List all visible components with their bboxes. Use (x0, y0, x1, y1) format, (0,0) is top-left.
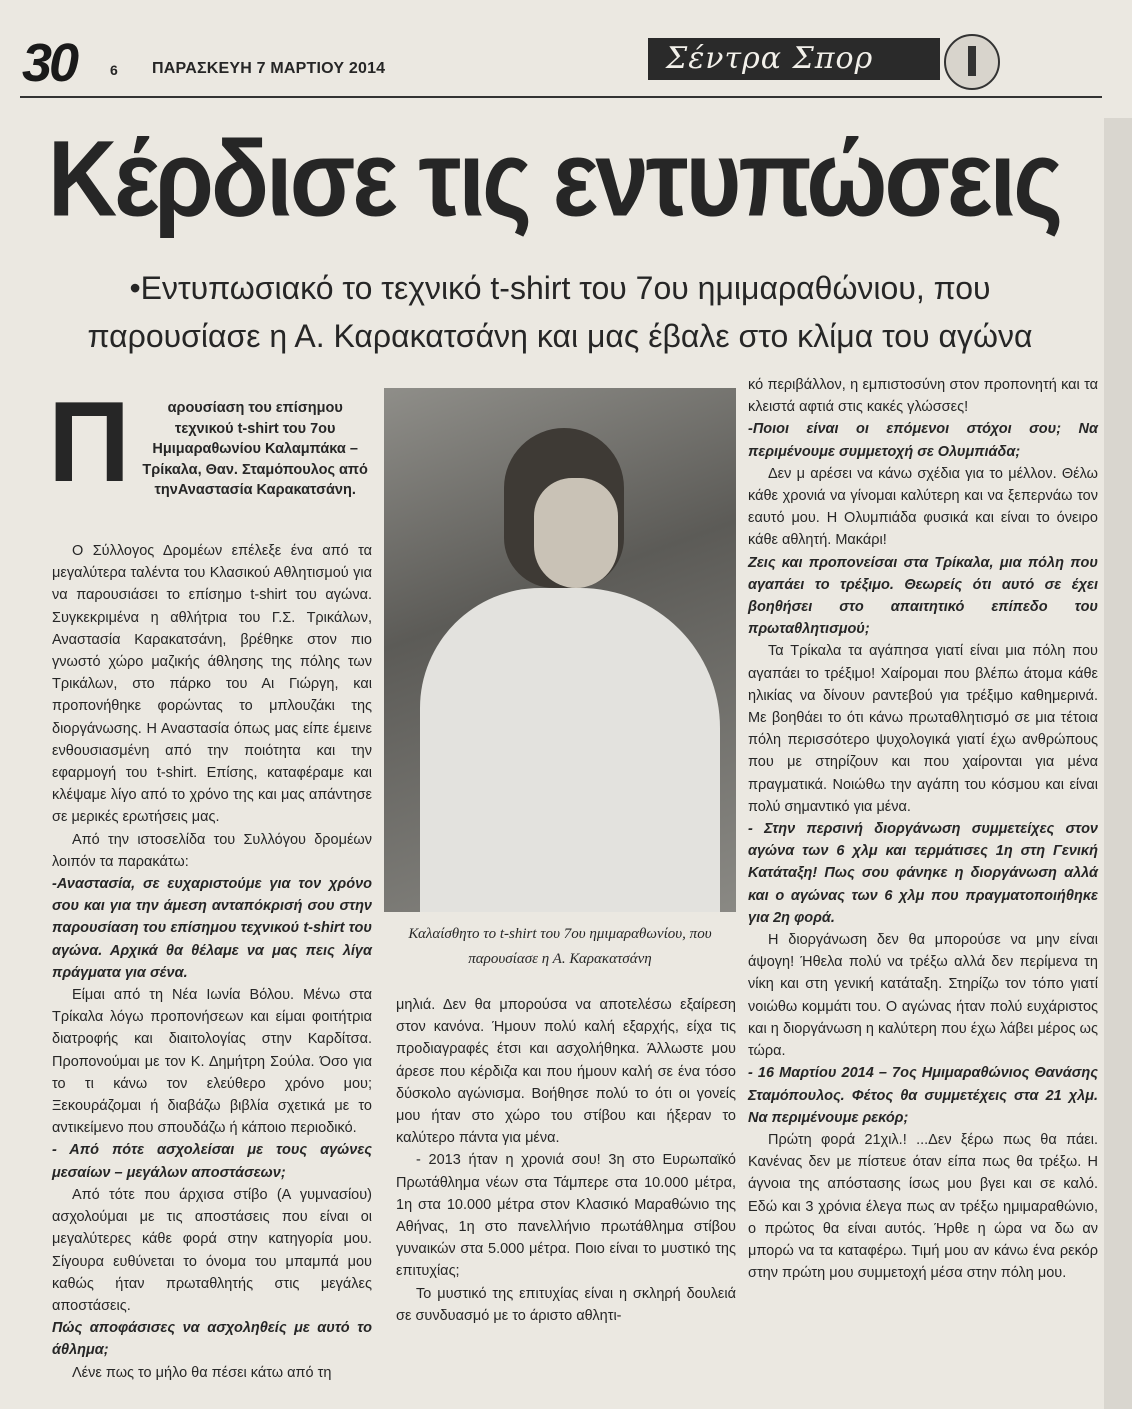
paragraph: Ο Σύλλογος Δρομέων επέλεξε ένα από τα μεγαλύτερα ταλέντα του Κλασικού Αθλητισμού για να παρουσιάσει το επίσημο t-shirt του αγώνα. Συγκεκριμένα η αθλήτρια του Γ.Σ. Τρικάλων, Αναστασία Καρακατσάνη, βρέθηκε στον πιο γνωστό χώρο μαζικής άθλησης της πόλης των Τρικάλων, στο πάρκο του Αι Γιώργη, και προπονήθηκε φορώντας το μπλουζάκι της διοργάνωσης. Η Αναστασία όπως μας είπε έμεινε ενθουσιασμένη από την ποιότητα και την εφαρμογή του t-shirt. Επίσης, καταφέραμε και κλέψαμε λίγο από το χρόνο της και μας απάντησε σε μερικές ερωτήσεις μας. (52, 543, 372, 826)
headline: Κέρδισε τις εντυπώσεις (47, 119, 1061, 239)
article-intro (48, 379, 372, 506)
section-logo-icon (944, 34, 1000, 90)
interview-question: Ζεις και προπονείσαι στα Τρίκαλα, μια πόλη που αγαπάει το τρέξιμο. Θεωρείς ότι αυτό σε έχει βοηθήσει στο απαιτητικό επίπεδο του πρωταθλητισμού; (748, 554, 1098, 638)
t-shirt-graphic (420, 588, 720, 912)
issue-date: ΠΑΡΑΣΚΕΥΗ 7 ΜΑΡΤΙΟΥ 2014 (152, 60, 386, 77)
paragraph: Η διοργάνωση δεν θα μπορούσε να μην είναι άψογη! Ήθελα πολύ να τρέξω αλλά δεν περίμενα τη νίκη και στη γενική κατάταξη. Στηρίζω τον τόπο γιατί νοιώθω κομμάτι του. Ο αγώνας ήταν πολύ ευχάριστος και η διοργάνωση η καλύτερη που έχω λάβει μέρος ως τώρα. (748, 932, 1098, 1060)
intro-text: αρουσίαση του επίσημου τεχνικού t-shirt του 7ου Ημιμαραθωνίου Καλαμπάκα – Τρίκαλα, Θαν. Σταμόπουλος από τηνΑναστασία Καρακατσάνη. (142, 400, 368, 498)
paragraph: Είμαι από τη Νέα Ιωνία Βόλου. Μένω στα Τρίκαλα λόγω προπονήσεων και είμαι φοιτήτρια διατροφής και διαιτολογίας στην Καρδίτσα. Προπονούμαι με τον Κ. Δημήτρη Σούλα. Όσο για το τι κάνω τον ελεύθερο χρόνο μου; Ξεκουράζομαι ή διαβάζω βιβλία σχετικά με το αντικείμενο που σπουδάζω ή κάποιο περιοδικό. (52, 987, 372, 1137)
face-graphic (534, 478, 618, 588)
interview-question: - Από πότε ασχολείσαι με τους αγώνες μεσαίων – μεγάλων αποστάσεων; (52, 1142, 372, 1181)
paragraph: κό περιβάλλον, η εμπιστοσύνη στον προπονητή και τα κλειστά αφτιά στις κακές γλώσσες! (748, 377, 1098, 416)
page-number: 30 (22, 33, 77, 93)
interview-question: -Ποιοι είναι οι επόμενοι στόχοι σου; Να περιμένουμε συμμετοχή σε Ολυμπιάδα; (748, 421, 1098, 460)
interview-question: - Στην περσινή διοργάνωση συμμετείχες στον αγώνα των 6 χλμ και τερμάτισες 1η στη Γενική Κατάταξη! Πως σου φάνηκε η διοργάνωση αλλά και ο αγώνας των 6 χλμ που πραγματοποιήθηκε για 2η φορά. (748, 821, 1098, 926)
athlete-photo (384, 388, 736, 912)
section-brand: Σέντρα Σπορ (648, 38, 940, 80)
paragraph: Το μυστικό της επιτυχίας είναι η σκληρή δουλειά σε συνδυασμό με το άριστο αθλητι- (396, 1285, 736, 1324)
paragraph: Λένε πως το μήλο θα πέσει κάτω από τη (72, 1364, 332, 1381)
paragraph: μηλιά. Δεν θα μπορούσα να αποτελέσω εξαίρεση στον κανόνα. Ήμουν πολύ καλή εξαρχής, είχα τις προδιαγραφές έτσι και ασχολήθηκα. Άλλωστε μου άρεσε που κέρδιζα και που ήμουν καλή σε ένα τόσο δύσκολο αγώνισμα. Βοήθησε πολύ το ότι οι γονείς μου ήταν στο χώρο του στίβου και ήξεραν το καλύτερο πάντα για μένα. (396, 997, 736, 1147)
paragraph: - 2013 ήταν η χρονιά σου! 3η στο Ευρωπαϊκό Πρωτάθλημα νέων στα Τάμπερε στα 10.000 μέτρα, 1η στα 10.000 μέτρα στον Κλασικό Μαραθώνιο της Αθήνας, 1η στο πανελλήνιο πρωτάθλημα στίβου γυναικών στα 5.000 μέτρα. Ποιο είναι το μυστικό της επιτυχίας; (396, 1152, 736, 1280)
column-3 (748, 374, 1098, 1284)
paragraph: Από τότε που άρχισα στίβο (Α γυμνασίου) ασχολούμαι με τις αποστάσεις που είναι οι μεγαλύτερες κάθε φορά στην κατηγορία μου. Σίγουρα ευθύνεται το όνομα του μπαμπά μου καθώς ήταν πρωταθλητής στις μεγάλες αποστάσεις. (52, 1186, 372, 1314)
paragraph: Δεν μ αρέσει να κάνω σχέδια για το μέλλον. Θέλω κάθε χρονιά να γίνομαι καλύτερη και να ξεπερνάω τον εαυτό μου. Η Ολυμπιάδα φυσικά και είναι το όνειρο κάθε αθλητή. Μακάρι! (748, 465, 1098, 549)
subheadline-line-2: παρουσίασε η Α. Καρακατσάνη και μας έβαλε στο κλίμα του αγώνα (87, 318, 1033, 354)
subheadline (30, 264, 1090, 360)
paragraph: Πρώτη φορά 21χιλ.! ...Δεν ξέρω πως θα πάει. Κανένας δεν με πίστευε όταν είπα πως θα τρέξω. Η άγνοια της απόστασης ίσως μου βγει και σε καλό. Εδώ και 3 χρόνια έλεγα πως αν τρέξω ημιμαραθώνιο, ο πρώτος θα είναι αυτός. Ήρθε η ώρα να δω αν μπορώ να τα καταφέρω. Τιμή μου αν κάνω ένα ρεκόρ στην πρώτη μου συμμετοχή μέσα στην πόλη μου. (748, 1131, 1098, 1282)
interview-question: -Αναστασία, σε ευχαριστούμε για τον χρόνο σου και για την άμεση ανταπόκρισή σου στην παρουσίαση του επίσημου τεχνικού t-shirt του αγώνα. Αρχικά θα θέλαμε να μας πεις λίγα πράγματα για σένα. (52, 876, 372, 981)
interview-question: Πώς αποφάσισες να ασχοληθείς με αυτό το άθλημα; (52, 1320, 372, 1359)
photo-caption: Καλαίσθητο το t-shirt του 7ου ημιμαραθωνίου, που παρουσίασε η Α. Καρακατσάνη (408, 926, 712, 967)
page-sub-number: 6 (110, 62, 118, 78)
drop-cap: Π (48, 379, 131, 506)
subheadline-line-1: •Εντυπωσιακό το τεχνικό t-shirt του 7ου ημιμαραθώνιου, που (129, 270, 991, 306)
page-fold-edge (1104, 118, 1132, 1409)
interview-question: - 16 Μαρτίου 2014 – 7ος Ημιμαραθώνιος Θανάσης Σταμόπουλος. Φέτος θα συμμετέχεις στα 21 χλμ. Να περιμένουμε ρεκόρ; (748, 1065, 1098, 1126)
column-2 (396, 994, 736, 1327)
paragraph: Τα Τρίκαλα τα αγάπησα γιατί είναι μια πόλη που αγαπάει το τρέξιμο! Χαίρομαι που βλέπω άτομα κάθε ηλικίας να δίνουν ραντεβού για τρέξιμο καθημερινά. Με βοηθάει το ότι κάνω πρωταθλητισμό σε μια τέτοια πόλη περισσότερο ψυχολογικά γιατί έχω ανθρώπους που με στηρίζουν και που χαίρονται για μένα πραγματικά. Νοιώθω την αγάπη του κόσμου και είναι πολύ σημαντικό για μένα. (748, 643, 1098, 815)
header-rule (20, 96, 1102, 98)
column-1 (52, 540, 372, 1384)
paragraph: Από την ιστοσελίδα του Συλλόγου δρομέων λοιπόν τα παρακάτω: (52, 831, 372, 870)
